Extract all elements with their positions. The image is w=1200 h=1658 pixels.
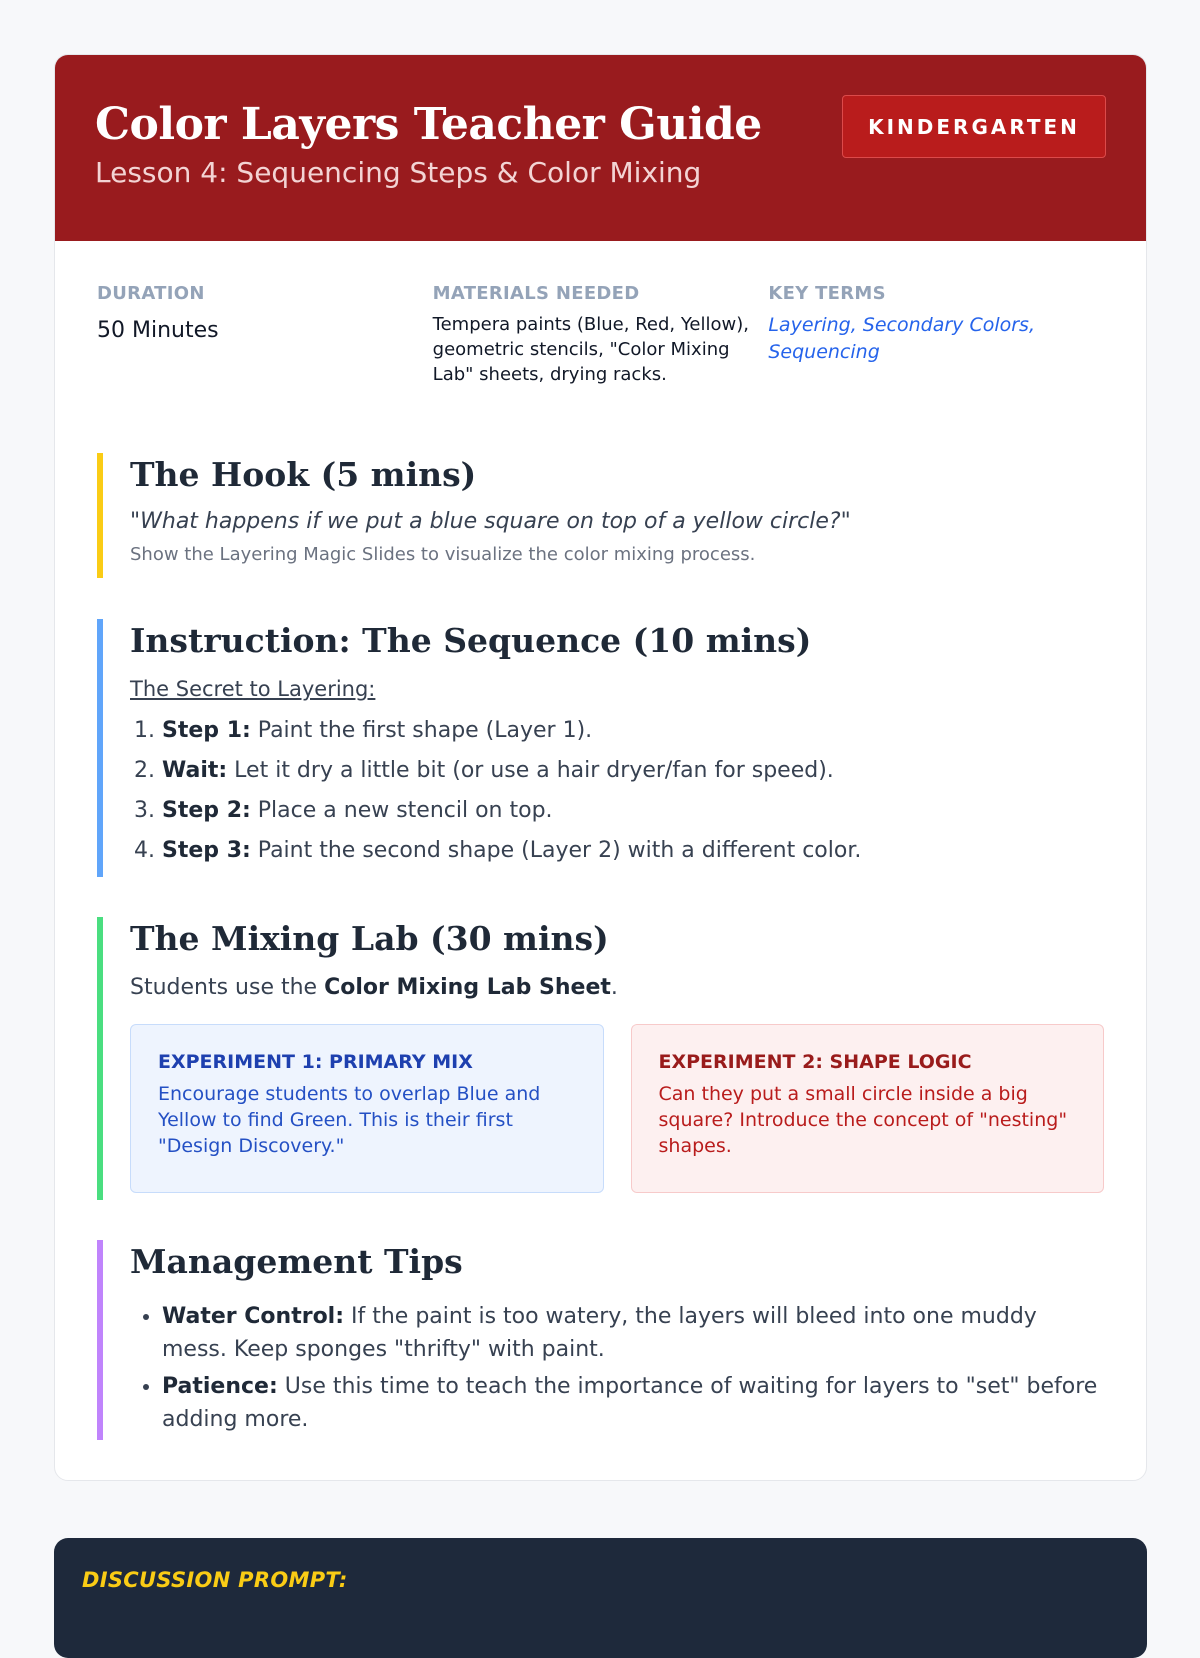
list-item: • Water Control: If the paint is too watery, the layers will bleed into one muddy mess. Keep sponges "thrifty" with paint. bbox=[162, 1300, 1104, 1366]
mixing-lead: Students use the Color Mixing Lab Sheet. bbox=[130, 975, 618, 1000]
terms-label: KEY TERMS bbox=[768, 283, 886, 304]
mixing-section bbox=[97, 917, 1104, 1200]
tips-accent-bar bbox=[97, 1240, 103, 1440]
instruction-accent-bar bbox=[97, 619, 103, 877]
page-title: Color Layers Teacher Guide bbox=[95, 99, 762, 150]
terms-block bbox=[768, 283, 1104, 453]
steps-list bbox=[130, 717, 1104, 865]
lesson-header bbox=[55, 55, 1146, 241]
list-item: 4. Step 3: Paint the second shape (Layer 2) with a different color. bbox=[162, 837, 1104, 865]
tips-list bbox=[130, 1300, 1104, 1436]
hook-note: Show the Layering Magic Slides to visualize the color mixing process. bbox=[130, 544, 756, 565]
materials-block bbox=[433, 283, 769, 453]
experiment-card-2 bbox=[631, 1024, 1105, 1193]
tips-section bbox=[97, 1240, 1104, 1440]
mixing-accent-bar bbox=[97, 917, 103, 1200]
discussion-panel bbox=[54, 1538, 1147, 1658]
list-item: 2. Wait: Let it dry a little bit (or use a hair dryer/fan for speed). bbox=[162, 757, 1104, 785]
duration-value: 50 Minutes bbox=[97, 318, 219, 343]
hook-accent-bar bbox=[97, 453, 103, 578]
lesson-card bbox=[54, 54, 1147, 1481]
list-item: 3. Step 2: Place a new stencil on top. bbox=[162, 797, 1104, 825]
list-item: 1. Step 1: Paint the first shape (Layer 1). bbox=[162, 717, 1104, 745]
materials-label: MATERIALS NEEDED bbox=[432, 283, 640, 304]
experiment-title: EXPERIMENT 2: SHAPE LOGIC bbox=[658, 1051, 972, 1073]
duration-label: DURATION bbox=[97, 283, 205, 304]
hook-title: The Hook (5 mins) bbox=[130, 455, 477, 494]
grade-badge: KINDERGARTEN bbox=[842, 95, 1106, 158]
instruction-title: Instruction: The Sequence (10 mins) bbox=[130, 621, 812, 660]
tips-title: Management Tips bbox=[130, 1242, 463, 1281]
experiment-card-1 bbox=[130, 1024, 604, 1193]
lesson-meta bbox=[55, 241, 1146, 453]
duration-block bbox=[97, 283, 433, 453]
discussion-label: DISCUSSION PROMPT: bbox=[82, 1568, 348, 1592]
page-subtitle: Lesson 4: Sequencing Steps & Color Mixing bbox=[95, 156, 702, 189]
hook-section bbox=[97, 453, 1104, 578]
instruction-subhead: The Secret to Layering: bbox=[130, 677, 376, 701]
mixing-title: The Mixing Lab (30 mins) bbox=[130, 919, 609, 958]
hook-quote: "What happens if we put a blue square on top of a yellow circle?" bbox=[130, 509, 851, 534]
list-item: • Patience: Use this time to teach the importance of waiting for layers to "set" before adding more. bbox=[162, 1370, 1104, 1436]
experiments-row bbox=[130, 1024, 1104, 1193]
experiment-text: Encourage students to overlap Blue and Yellow to find Green. This is their first "Design Discovery." bbox=[158, 1083, 541, 1157]
experiment-text: Can they put a small circle inside a big square? Introduce the concept of "nesting" shapes. bbox=[658, 1083, 1068, 1157]
terms-value: Layering, Secondary Colors, Sequencing bbox=[768, 314, 1035, 363]
materials-value: Tempera paints (Blue, Red, Yellow), geometric stencils, "Color Mixing Lab" sheets, drying racks. bbox=[432, 314, 749, 385]
instruction-section bbox=[97, 619, 1104, 877]
experiment-title: EXPERIMENT 1: PRIMARY MIX bbox=[158, 1051, 473, 1073]
